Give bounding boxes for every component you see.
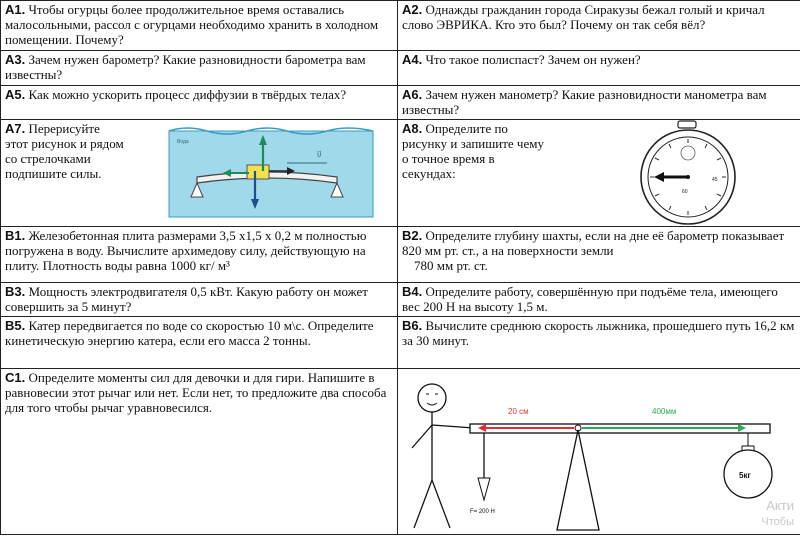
question-a3 — [1, 51, 398, 86]
tick-label-left: 60 — [682, 189, 688, 195]
question-code: А3. — [5, 52, 26, 67]
question-b1 — [1, 227, 398, 283]
question-b6 — [398, 317, 800, 369]
question-a7 — [1, 120, 398, 227]
question-b2 — [398, 227, 800, 283]
question-code: А4. — [402, 52, 423, 67]
question-code: А5. — [5, 87, 26, 102]
water-slab-figure — [167, 125, 377, 221]
question-a5 — [1, 86, 398, 120]
question-b3 — [1, 283, 398, 317]
tick-label-right: 45 — [712, 177, 718, 183]
right-arm-label: 400мм — [652, 407, 677, 416]
question-code: С1. — [5, 370, 26, 385]
watermark-line2: Чтобы — [761, 516, 794, 528]
question-b4 — [398, 283, 800, 317]
question-a6 — [398, 86, 800, 120]
question-code: А2. — [402, 2, 423, 17]
question-text: Определите по рисунку и запишите чему о точное время в секундах: — [402, 121, 544, 181]
question-a2 — [398, 1, 800, 51]
velocity-label: υ⃗ — [317, 150, 322, 159]
lever-figure — [402, 370, 796, 532]
watermark-line1: Акти — [766, 498, 794, 513]
question-text: Вычислите среднюю скорость лыжника, прошедшего путь 16,2 км за 30 минут. — [402, 318, 795, 348]
question-text: Перерисуйте этот рисунок и рядом со стрелочками подпишите силы. — [5, 121, 124, 181]
girl-head — [418, 384, 446, 412]
question-text: Определите работу, совершённую при подъёме тела, имеющего вес 200 Н на высоту 1,5 м. — [402, 284, 778, 314]
question-a1 — [1, 1, 398, 51]
question-code: В6. — [402, 318, 423, 333]
question-code: А6. — [402, 87, 423, 102]
cargo-block — [247, 165, 269, 179]
stopwatch-center — [686, 175, 690, 179]
question-text: Мощность электродвигателя 0,5 кВт. Какую работу он может совершить за 5 минут? — [5, 284, 368, 314]
question-code: А8. — [402, 121, 423, 136]
stopwatch-figure — [632, 120, 744, 227]
lever-figure-cell — [398, 369, 800, 535]
question-text-line2: 780 мм рт. ст. — [414, 258, 488, 273]
question-text: Однажды гражданин города Сиракузы бежал голый и кричал слово ЭВРИКА. Кто это был? Почему он так себя вёл? — [402, 2, 765, 32]
question-code: В3. — [5, 284, 26, 299]
girl-leg-left — [414, 480, 432, 528]
question-code: В5. — [5, 318, 26, 333]
question-a4 — [398, 51, 800, 86]
girl-arm-right — [432, 425, 474, 428]
question-text: Железобетонная плита размерами 3,5 х1,5 х 0,2 м полностью погружена в воду. Вычислите архимедову силу, действующую на плиту. Плотность воды равна 1000 кг/ м³ — [5, 228, 367, 273]
girl-arm-left — [412, 425, 432, 448]
weight-label: 5кг — [739, 471, 751, 480]
girl-leg-right — [432, 480, 450, 528]
question-c1 — [1, 369, 398, 535]
question-a8 — [398, 120, 800, 227]
question-code: В1. — [5, 228, 26, 243]
question-text: Как можно ускорить процесс диффузии в твёрдых телах? — [28, 87, 347, 102]
fulcrum-support — [557, 430, 599, 530]
question-code: А7. — [5, 121, 26, 136]
question-text: Зачем нужен барометр? Какие разновидности барометра вам известны? — [5, 52, 366, 82]
applied-force-label: F= 200 Н — [470, 509, 495, 515]
question-code: А1. — [5, 2, 26, 17]
question-text: Чтобы огурцы более продолжительное время оставались малосольными, рассол с огурцами необходимо хранить в холодном помещении. Почему? — [5, 2, 379, 47]
question-text: Что такое полиспаст? Зачем он нужен? — [425, 52, 641, 67]
stopwatch-crown — [678, 121, 696, 128]
question-text: Определите моменты сил для девочки и для гири. Напишите в равновесии этот рычаг или нет. Если нет, то предложите два способа для того чтобы рычаг уравновесился. — [5, 370, 387, 415]
question-text: Зачем нужен манометр? Какие разновидности манометра вам известны? — [402, 87, 767, 117]
question-text: Определите глубину шахты, если на дне её барометр показывает 820 мм рт. ст., а на поверхности земли — [402, 228, 785, 258]
activation-watermark — [761, 498, 794, 530]
water-label: Вода — [177, 139, 189, 145]
question-b5 — [1, 317, 398, 369]
question-code: В4. — [402, 284, 423, 299]
question-code: В2. — [402, 228, 423, 243]
left-arm-label: 20 см — [508, 407, 529, 416]
question-text: Катер передвигается по воде со скоростью 10 м\с. Определите кинетическую энергию катера, если его масса 2 тонны. — [5, 318, 374, 348]
applied-force-arrowhead — [478, 478, 490, 500]
